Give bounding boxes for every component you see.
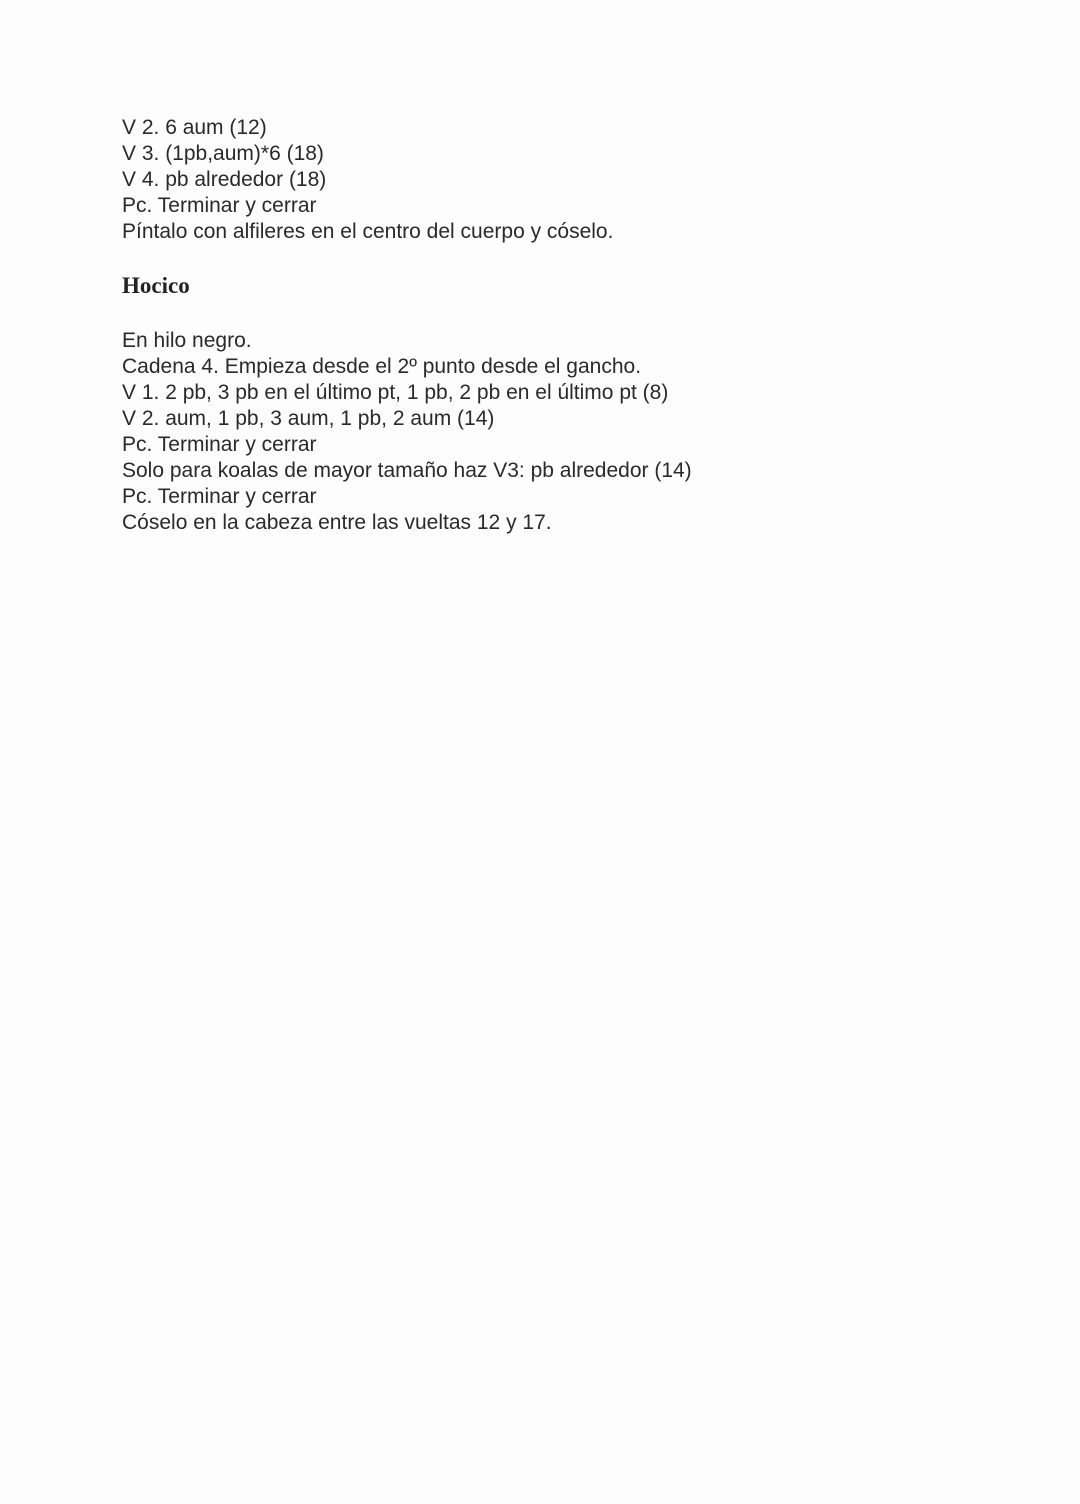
- instructions-section-hocico: [122, 328, 692, 536]
- instruction-line: V 3. (1pb,aum)*6 (18): [122, 142, 324, 165]
- instruction-line: V 1. 2 pb, 3 pb en el último pt, 1 pb, 2 pb en el último pt (8): [122, 381, 669, 404]
- instruction-line: V 2. 6 aum (12): [122, 116, 267, 139]
- instruction-line: Píntalo con alfileres en el centro del cuerpo y cóselo.: [122, 220, 614, 243]
- instruction-line: Pc. Terminar y cerrar: [122, 433, 317, 456]
- instructions-section-1: [122, 115, 613, 245]
- section-heading-hocico: Hocico: [122, 273, 190, 298]
- instruction-line: V 4. pb alrededor (18): [122, 168, 327, 191]
- instruction-line: Cóselo en la cabeza entre las vueltas 12 y 17.: [122, 511, 552, 534]
- instruction-line: Cadena 4. Empieza desde el 2º punto desde el gancho.: [122, 355, 642, 378]
- instruction-line: Solo para koalas de mayor tamaño haz V3: pb alrededor (14): [122, 459, 692, 482]
- instruction-line: V 2. aum, 1 pb, 3 aum, 1 pb, 2 aum (14): [122, 407, 495, 430]
- instruction-line: Pc. Terminar y cerrar: [122, 485, 317, 508]
- instruction-line: Pc. Terminar y cerrar: [122, 194, 317, 217]
- instruction-line: En hilo negro.: [122, 329, 252, 352]
